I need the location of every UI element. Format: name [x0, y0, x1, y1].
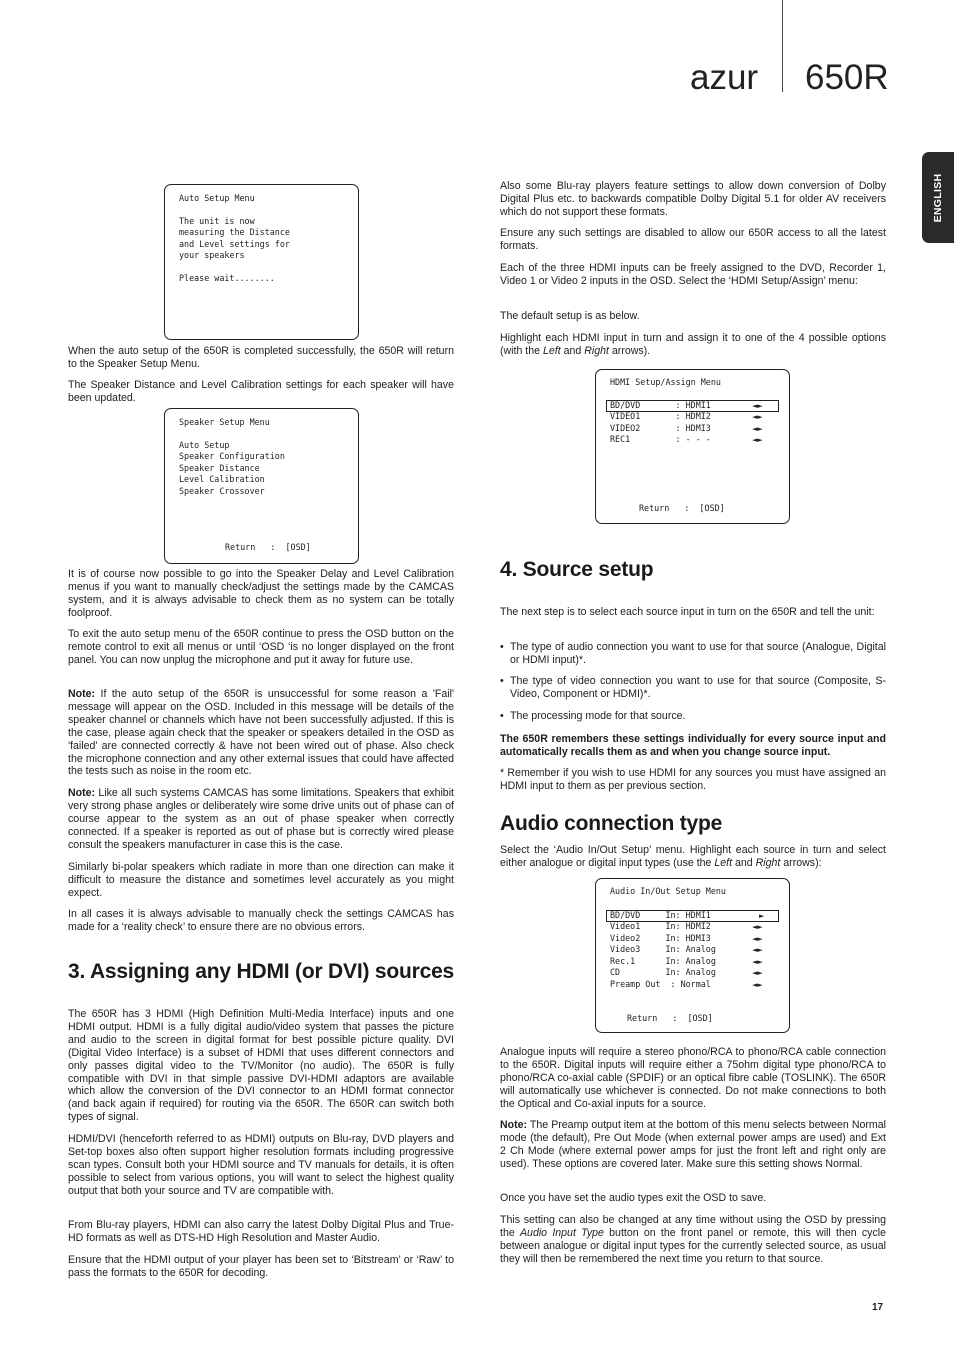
- language-tab: [922, 152, 954, 243]
- text-run: button on the front panel or remote, this will then cycle between analogue or digital input types for the currently selected source, as usual they will then be remembered the next time you return to that source.: [500, 1226, 887, 1265]
- osd-row: Preamp Out : Normal: [610, 979, 711, 989]
- osd-line: The unit is now: [179, 216, 255, 226]
- osd-row: VIDEO1 : HDMI2: [610, 411, 711, 421]
- paragraph: Ensure any such settings are disabled to allow our 650R access to all the latest formats.: [500, 227, 886, 252]
- paragraph: Once you have set the audio types exit the OSD to save.: [500, 1192, 767, 1204]
- paragraph: [500, 332, 886, 358]
- note-label: Note:: [500, 1119, 528, 1131]
- left-right-arrows-icon: ◄►: [752, 425, 763, 433]
- text-run: Select the ‘Audio In/Out Setup’ menu. Highlight each source in turn and select either analogue or digital input types (use the: [500, 844, 886, 869]
- osd-title: HDMI Setup/Assign Menu: [610, 377, 721, 387]
- text-run: and: [732, 856, 756, 869]
- osd-title: Audio In/Out Setup Menu: [610, 886, 726, 896]
- osd-return-line: Return : [OSD]: [627, 1013, 713, 1023]
- text-run-right: Right: [755, 856, 781, 869]
- right-arrow-icon: ►: [759, 912, 765, 920]
- page-number: 17: [872, 1302, 884, 1313]
- note-label: Note:: [68, 787, 96, 799]
- paragraph: Analogue inputs will require a stereo phono/RCA to phono/RCA cable connection to the 650R. Digital inputs will require either a 75ohm digital type phono/RCA to phono/RCA co-axial cable (SPDIF) or an optical fibre cable (TOSLINK). The 650R will automatically use whichever is connected. Do not make connections to both the Optical and Co-axial inputs for a source.: [500, 1046, 886, 1110]
- bullet-item: The processing mode for that source.: [510, 710, 686, 722]
- header-brand: azur: [690, 58, 759, 97]
- left-right-arrows-icon: ◄►: [752, 436, 763, 444]
- osd-line: Auto Setup: [179, 440, 230, 450]
- paragraph: Also some Blu-ray players feature settings to allow down conversion of Dolby Digital Plus etc. to backwards compatible Dolby Digital 5.1 for older AV receivers which do not support these formats.: [500, 180, 886, 218]
- text-run-italic: Audio Input Type: [519, 1226, 604, 1239]
- osd-line: Speaker Setup Menu: [179, 417, 270, 427]
- text-run-left: Left: [714, 856, 733, 869]
- osd-line: Level Calibration: [179, 474, 265, 484]
- text-run: arrows).: [608, 344, 651, 357]
- text-run: and: [560, 344, 585, 357]
- section-heading-3: 3. Assigning any HDMI (or DVI) sources: [68, 960, 455, 983]
- paragraph: [500, 1214, 886, 1266]
- osd-line: Auto Setup Menu: [179, 193, 255, 203]
- left-right-arrows-icon: ◄►: [752, 413, 763, 421]
- osd-speaker-setup-box: [164, 408, 359, 564]
- paragraph: From Blu-ray players, HDMI can also carry the latest Dolby Digital Plus and True-HD formats as well as DTS-HD High Resolution and Master Audio.: [68, 1219, 454, 1244]
- paragraph: The default setup is as below.: [500, 310, 640, 322]
- osd-audio-setup-box: [595, 878, 790, 1033]
- bullet-item: The type of audio connection you want to use for that source (Analogue, Digital or HDMI input)*.: [510, 641, 886, 666]
- left-right-arrows-icon: ◄►: [752, 946, 763, 954]
- paragraph: Similarly bi-polar speakers which radiate in more than one direction can make it difficult to measure the distance and sometimes level accurately as you might expect.: [68, 861, 454, 899]
- text-run: Highlight each HDMI input in turn and assign it to one of the 4 possible options (with the: [500, 332, 886, 357]
- note-label: Note:: [68, 688, 96, 700]
- osd-row: REC1 : - - -: [610, 434, 711, 444]
- osd-return-line: Return : [OSD]: [225, 542, 311, 552]
- osd-line: and Level settings for: [179, 239, 290, 249]
- osd-row: BD/DVD : HDMI1: [610, 400, 711, 410]
- paragraph: In all cases it is always advisable to manually check the settings CAMCAS has made for a ‘reality check’ to ensure there are no obvious errors.: [68, 908, 454, 933]
- language-tab-label: ENGLISH: [932, 173, 944, 222]
- osd-line: Speaker Crossover: [179, 486, 265, 496]
- osd-row: Video1 In: HDMI2: [610, 921, 711, 931]
- osd-row: VIDEO2 : HDMI3: [610, 423, 711, 433]
- header-model: 650R: [805, 58, 889, 97]
- left-right-arrows-icon: ◄►: [752, 969, 763, 977]
- osd-row: Video2 In: HDMI3: [610, 933, 711, 943]
- section-heading-audio: Audio connection type: [500, 812, 723, 835]
- header-divider: [782, 0, 783, 92]
- left-right-arrows-icon: ◄►: [752, 402, 763, 410]
- paragraph: Ensure that the HDMI output of your player has been set to ‘Bitstream’ or ‘Raw’ to pass the formats to the 650R for decoding.: [68, 1254, 454, 1279]
- note-text: Like all such systems CAMCAS has some limitations. Speakers that exhibit very strong phase angles or deliberately wire some drive units out of phase can of course appear to the system as an out of phase speaker when correctly connected. If a speaker is reported as out of phase but is correctly wired please consult the speakers manufacturer in case this is the case.: [68, 787, 454, 851]
- left-right-arrows-icon: ◄►: [752, 958, 763, 966]
- paragraph: [500, 844, 886, 870]
- paragraph: HDMI/DVI (henceforth referred to as HDMI) outputs on Blu-ray, DVD players and Set-top boxes also often support higher resolution formats including progressive scan types. Consult both your HDMI source and TV manuals for details, it is often possible to select from various options, you will want to select the highest quality output that both your source and TV are compatible with.: [68, 1133, 454, 1197]
- paragraph: It is of course now possible to go into the Speaker Delay and Level Calibration menus if you want to manually check/adjust the settings made by the CAMCAS system, and it is always advisable to check them as no system can be totally foolproof.: [68, 568, 454, 619]
- osd-hdmi-setup-box: [595, 369, 790, 524]
- note-paragraph: [500, 1119, 886, 1171]
- paragraph: The 650R has 3 HDMI (High Definition Multi-Media Interface) inputs and one HDMI output. HDMI is a fully digital audio/video system that passes the picture and audio to the screen in digital format for best possible picture quality. DVI (Digital Video Interface) is a subset of HDMI that uses different connectors and only passes digital video to the TV/Monitor (no audio). The 650R is fully compatible with DVI in that simple passive DVI-HDMI adaptors are available which allow the conversion of the DVI connector to an HDMI format connector (and back again if required) for routing via the 650R. The 650R can switch both types of signal.: [68, 1008, 454, 1124]
- text-run: arrows):: [780, 856, 822, 869]
- paragraph: The Speaker Distance and Level Calibration settings for each speaker will have been updated.: [68, 379, 454, 404]
- bullet-item: The type of video connection you want to use for that source (Composite, S-Video, Component or HDMI)*.: [510, 675, 886, 700]
- paragraph: To exit the auto setup menu of the 650R continue to press the OSD button on the remote control to exit all menus or until ‘OSD ‘is no longer displayed on the front panel. You can now unplug the microphone and put it away for future use.: [68, 628, 454, 666]
- note-paragraph: [68, 688, 454, 778]
- osd-row: BD/DVD In: HDMI1: [610, 910, 711, 920]
- osd-row: Rec.1 In: Analog: [610, 956, 716, 966]
- left-right-arrows-icon: ◄►: [752, 981, 763, 989]
- paragraph: The next step is to select each source input in turn on the 650R and tell the unit:: [500, 606, 875, 618]
- note-text: If the auto setup of the 650R is unsuccessful for some reason a 'Fail' message will appear on the OSD. Included in this message will be details of the speaker channel or channels which have not been successfully adjusted. If this is the case, please again check that the speaker or speakers detailed in the OSD as 'failed' are connected correctly & have not been wired out of phase. Also check the microphone connection and any other external issues that could have affected the tests such as noise in the room etc.: [68, 688, 454, 778]
- left-right-arrows-icon: ◄►: [752, 923, 763, 931]
- osd-row: Video3 In: Analog: [610, 944, 716, 954]
- paragraph: * Remember if you wish to use HDMI for any sources you must have assigned an HDMI input to them as per previous section.: [500, 767, 886, 792]
- paragraph: When the auto setup of the 650R is completed successfully, the 650R will return to the Speaker Setup Menu.: [68, 345, 454, 370]
- osd-line: Speaker Distance: [179, 463, 260, 473]
- section-heading-4: 4. Source setup: [500, 558, 654, 581]
- bullet-mark: •: [500, 710, 504, 722]
- text-run-left: Left: [542, 344, 561, 357]
- text-run-right: Right: [584, 344, 609, 357]
- bold-paragraph: The 650R remembers these settings individually for every source input and automatically recalls them as and when you change source input.: [500, 733, 886, 758]
- osd-row: CD In: Analog: [610, 967, 716, 977]
- bullet-mark: •: [500, 675, 504, 687]
- osd-line: your speakers: [179, 250, 245, 260]
- paragraph: Each of the three HDMI inputs can be freely assigned to the DVD, Recorder 1, Video 1 or Video 2 inputs in the OSD. Select the ‘HDMI Setup/Assign’ menu:: [500, 262, 886, 287]
- text-run: This setting can also be changed at any time without using the OSD by pressing the: [500, 1214, 886, 1239]
- osd-return-line: Return : [OSD]: [639, 503, 725, 513]
- osd-auto-setup-box: [164, 184, 359, 340]
- osd-line: Speaker Configuration: [179, 451, 285, 461]
- osd-line: measuring the Distance: [179, 227, 290, 237]
- osd-line: Please wait........: [179, 273, 275, 283]
- note-paragraph: [68, 787, 454, 852]
- note-text: The Preamp output item at the bottom of this menu selects between Normal mode (the default), Pre Out Mode (when external power amps are used) and Ext 2 Ch Mode (where external power amps for just the front left and right only are used). These options are covered later. Make sure this setting shows Normal.: [500, 1119, 886, 1170]
- left-right-arrows-icon: ◄►: [752, 935, 763, 943]
- bullet-mark: •: [500, 641, 504, 653]
